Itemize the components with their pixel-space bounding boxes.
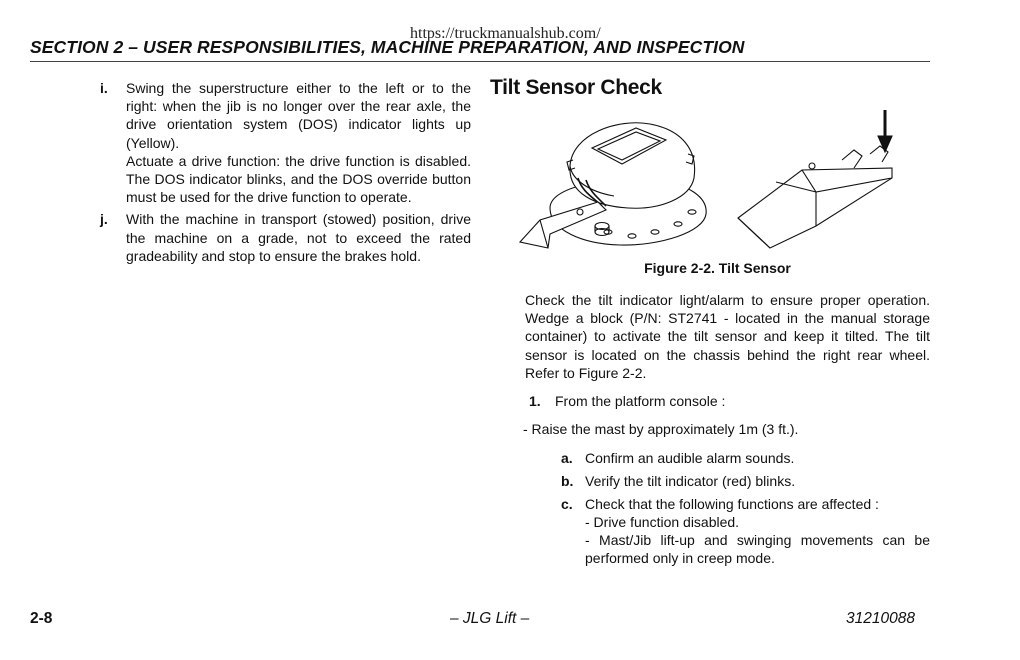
list-item-body (585, 495, 930, 568)
list-item-text-continued: Actuate a drive function: the drive function is disabled. The DOS indicator blinks, and the DOS override button must be used for the drive function to operate. (126, 152, 471, 206)
right-column (525, 291, 930, 568)
list-marker: b. (561, 473, 574, 490)
page-number: 2-8 (30, 610, 53, 627)
watermark-url: https://truckmanualshub.com/ (410, 25, 601, 42)
figure-caption: Figure 2-2. Tilt Sensor (644, 260, 791, 276)
list-item-a (561, 449, 930, 467)
step-text: From the platform console : (555, 393, 726, 410)
list-item-b (561, 472, 930, 490)
list-item-text: Check that the following functions are affected : (585, 495, 879, 512)
list-item-text: With the machine in transport (stowed) position, drive the machine on a grade, not to exceed the rated gradeability and stop to ensure the brakes hold. (126, 211, 471, 264)
list-item-text: Swing the superstructure either to the left or to the right: when the jib is no longer over the rear axle, the drive orientation system (DOS) indicator lights up (Yellow). (126, 80, 471, 151)
tilt-sensor-heading: Tilt Sensor Check (490, 76, 662, 99)
step-number: 1. (529, 393, 541, 410)
tilt-sensor-illustration (510, 106, 910, 256)
document-number: 31210088 (846, 610, 915, 627)
check-list (561, 449, 930, 567)
list-item-subline: - Mast/Jib lift-up and swinging movements can be performed only in creep mode. (585, 532, 930, 567)
list-item-c (561, 495, 930, 568)
list-marker: j. (100, 211, 108, 228)
step-1 (525, 392, 930, 410)
list-item-text: Verify the tilt indicator (red) blinks. (585, 473, 796, 490)
header-rule (30, 61, 930, 62)
list-item-text: Confirm an audible alarm sounds. (585, 450, 795, 467)
list-marker: a. (561, 450, 573, 467)
list-item-subline: - Drive function disabled. (585, 514, 740, 531)
list-marker: i. (100, 80, 108, 96)
left-column (100, 79, 471, 265)
list-item-j (100, 210, 471, 265)
tilt-intro-paragraph: Check the tilt indicator light/alarm to ensure proper operation. Wedge a block (P/N: ST2741 - located in the manual storage container) to activate the tilt sensor and keep it tilted. The tilt sensor is located on the chassis behind the right rear wheel. Refer to Figure 2-2. (525, 292, 930, 381)
list-item-body (126, 79, 471, 206)
tilt-sensor-figure (510, 106, 910, 256)
raise-mast-note: - Raise the mast by approximately 1m (3 ft.). (523, 421, 799, 438)
list-marker: c. (561, 495, 573, 512)
list-item-i (100, 79, 471, 206)
section-title: SECTION 2 – USER RESPONSIBILITIES, MACHINE PREPARATION, AND INSPECTION (30, 37, 745, 57)
footer-brand: – JLG Lift – (450, 610, 530, 627)
